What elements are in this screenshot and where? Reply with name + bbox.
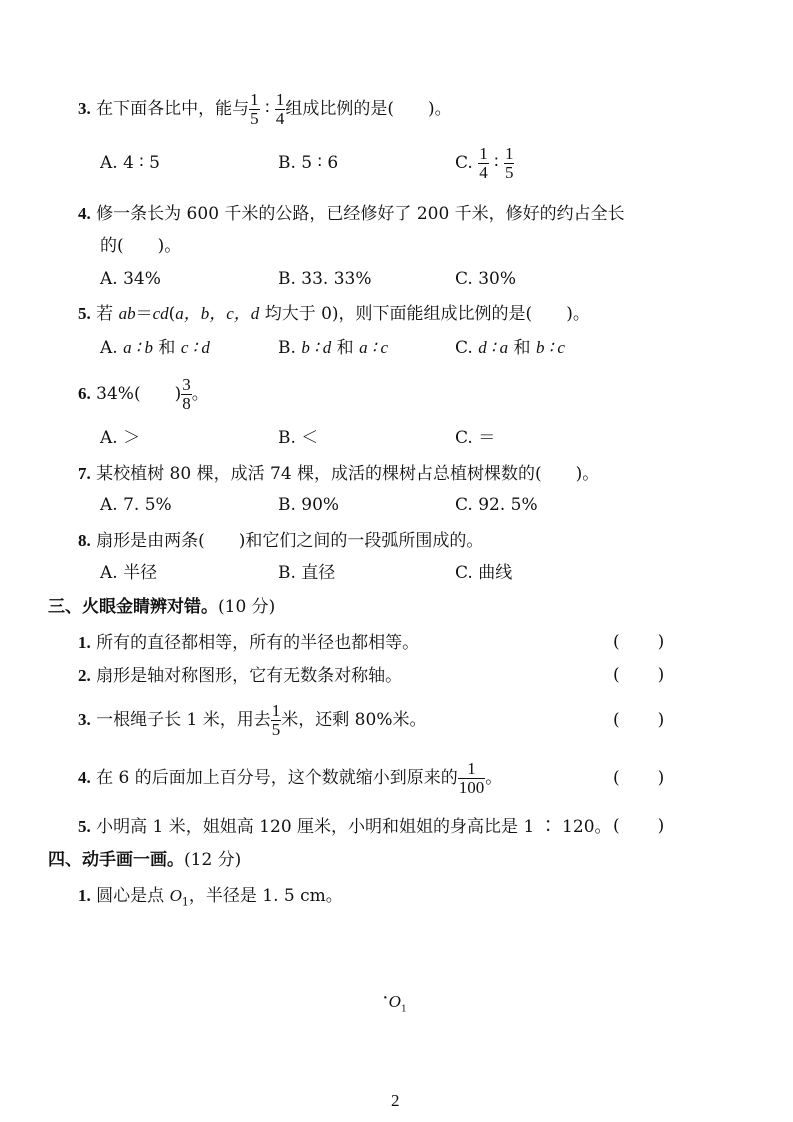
q4-option-c: C. 30% [455,269,516,289]
q3-fraction-1: $\frac{1}{5}$ [250,90,259,128]
section-4-title: 四、动手画一画。 [48,850,184,870]
q7-option-b: B. 90% [278,495,340,515]
q5-option-c: C. d ∶ a 和 b ∶ c [455,338,565,358]
q3-option-a: A. 4 ∶ 5 [100,153,160,173]
draw-task-1: 1. 圆心是点 $O_1$，半径是 1. 5 cm。 [78,886,343,909]
q8-stem: 8. 扇形是由两条( )和它们之间的一段弧所围成的。 [78,531,484,551]
q3-option-b: B. 5 ∶ 6 [278,153,339,173]
q3-option-c: C. $\frac{1}{4}$ ∶ $\frac{1}{5}$ [455,144,514,182]
q3-option-c-fraction-2: $\frac{1}{5}$ [504,144,514,182]
q3-text-pre: 在下面各比中，能与 [96,98,250,119]
q5-option-b: B. b ∶ d 和 a ∶ c [278,338,389,358]
q3-stem [78,91,452,128]
q8-option-c: C. 曲线 [455,563,513,583]
q4-option-b: B. 33. 33% [278,269,372,289]
ratio-colon: ∶ [265,98,270,119]
section-3-heading [48,599,275,616]
q7-option-a: A. 7. 5% [100,495,172,515]
section-4-score: (12 分) [184,850,242,870]
tf-answer-box-2[interactable]: ( ) [613,665,665,685]
section-3-title: 三、火眼金睛辨对错。 [48,597,218,617]
tf-answer-box-5[interactable]: ( ) [613,816,665,836]
tf-item-5: 5. 小明高 1 米，姐姐高 120 厘米，小明和姐姐的身高比是 1 ∶ 120。 [78,817,612,837]
q4-number: 4. [78,204,91,223]
page-number: 2 [391,1091,400,1110]
tf-answer-box-4[interactable]: ( ) [613,768,665,788]
q3-text-end: )。 [428,98,452,119]
tf-item-4-fraction: $\frac{1}{100}$ [458,759,485,797]
q8-option-b: B. 直径 [278,563,336,583]
point-dot: · [382,987,389,1009]
tf-item-1: 1. 所有的直径都相等，所有的半径也都相等。 [78,633,420,653]
q5-option-a: A. a ∶ b 和 c ∶ d [100,338,210,358]
q8-option-a: A. 半径 [100,563,158,583]
q7-stem: 7. 某校植树 80 棵，成活 74 棵，成活的棵树占总植树棵数的( )。 [78,464,600,484]
q4-stem-line-2: 的( )。 [100,236,182,256]
section-3-score: (10 分) [218,597,276,617]
tf-answer-box-1[interactable]: ( ) [613,632,665,652]
tf-item-3-fraction: $\frac{1}{5}$ [271,701,281,739]
q7-number: 7. [78,464,91,483]
section-4-heading [48,852,241,869]
tf-answer-box-3[interactable]: ( ) [613,710,665,730]
tf-item-4: 4. 在 6 的后面加上百分号，这个数就缩小到原来的 $\frac{1}{100}$ 。 [78,759,503,797]
q4-option-a: A. 34% [100,269,161,289]
q7-option-c: C. 92. 5% [455,495,538,515]
q3-text-post: 组成比例的是( [285,98,395,119]
q5-number: 5. [78,304,91,323]
q6-option-c: C. ＝ [455,428,496,448]
q6-number: 6. [78,383,91,403]
q6-option-a: A. ＞ [100,428,141,448]
q6-stem: 6. 34%( ) $\frac{3}{8}$ 。 [78,375,209,413]
q5-stem: 5. 若 ab＝cd(a，b，c，d 均大于 0)，则下面能组成比例的是( )。 [78,304,590,324]
tf-item-2: 2. 扇形是轴对称图形，它有无数条对称轴。 [78,666,403,686]
q3-number: 3. [78,98,91,118]
q3-fraction-2: $\frac{1}{4}$ [275,90,285,128]
q6-option-b: B. ＜ [278,428,319,448]
q4-stem-line-1: 4. 修一条长为 600 千米的公路，已经修好了 200 千米，修好的约占全长 [78,204,625,224]
tf-item-3: 3. 一根绳子长 1 米，用去 $\frac{1}{5}$ 米，还剩 80%米。 [78,701,427,739]
point-o1: $\cdot O_1$ [382,987,407,1015]
q6-fraction: $\frac{3}{8}$ [182,375,191,413]
q8-number: 8. [78,531,91,550]
q3-option-c-fraction-1: $\frac{1}{4}$ [479,144,488,182]
